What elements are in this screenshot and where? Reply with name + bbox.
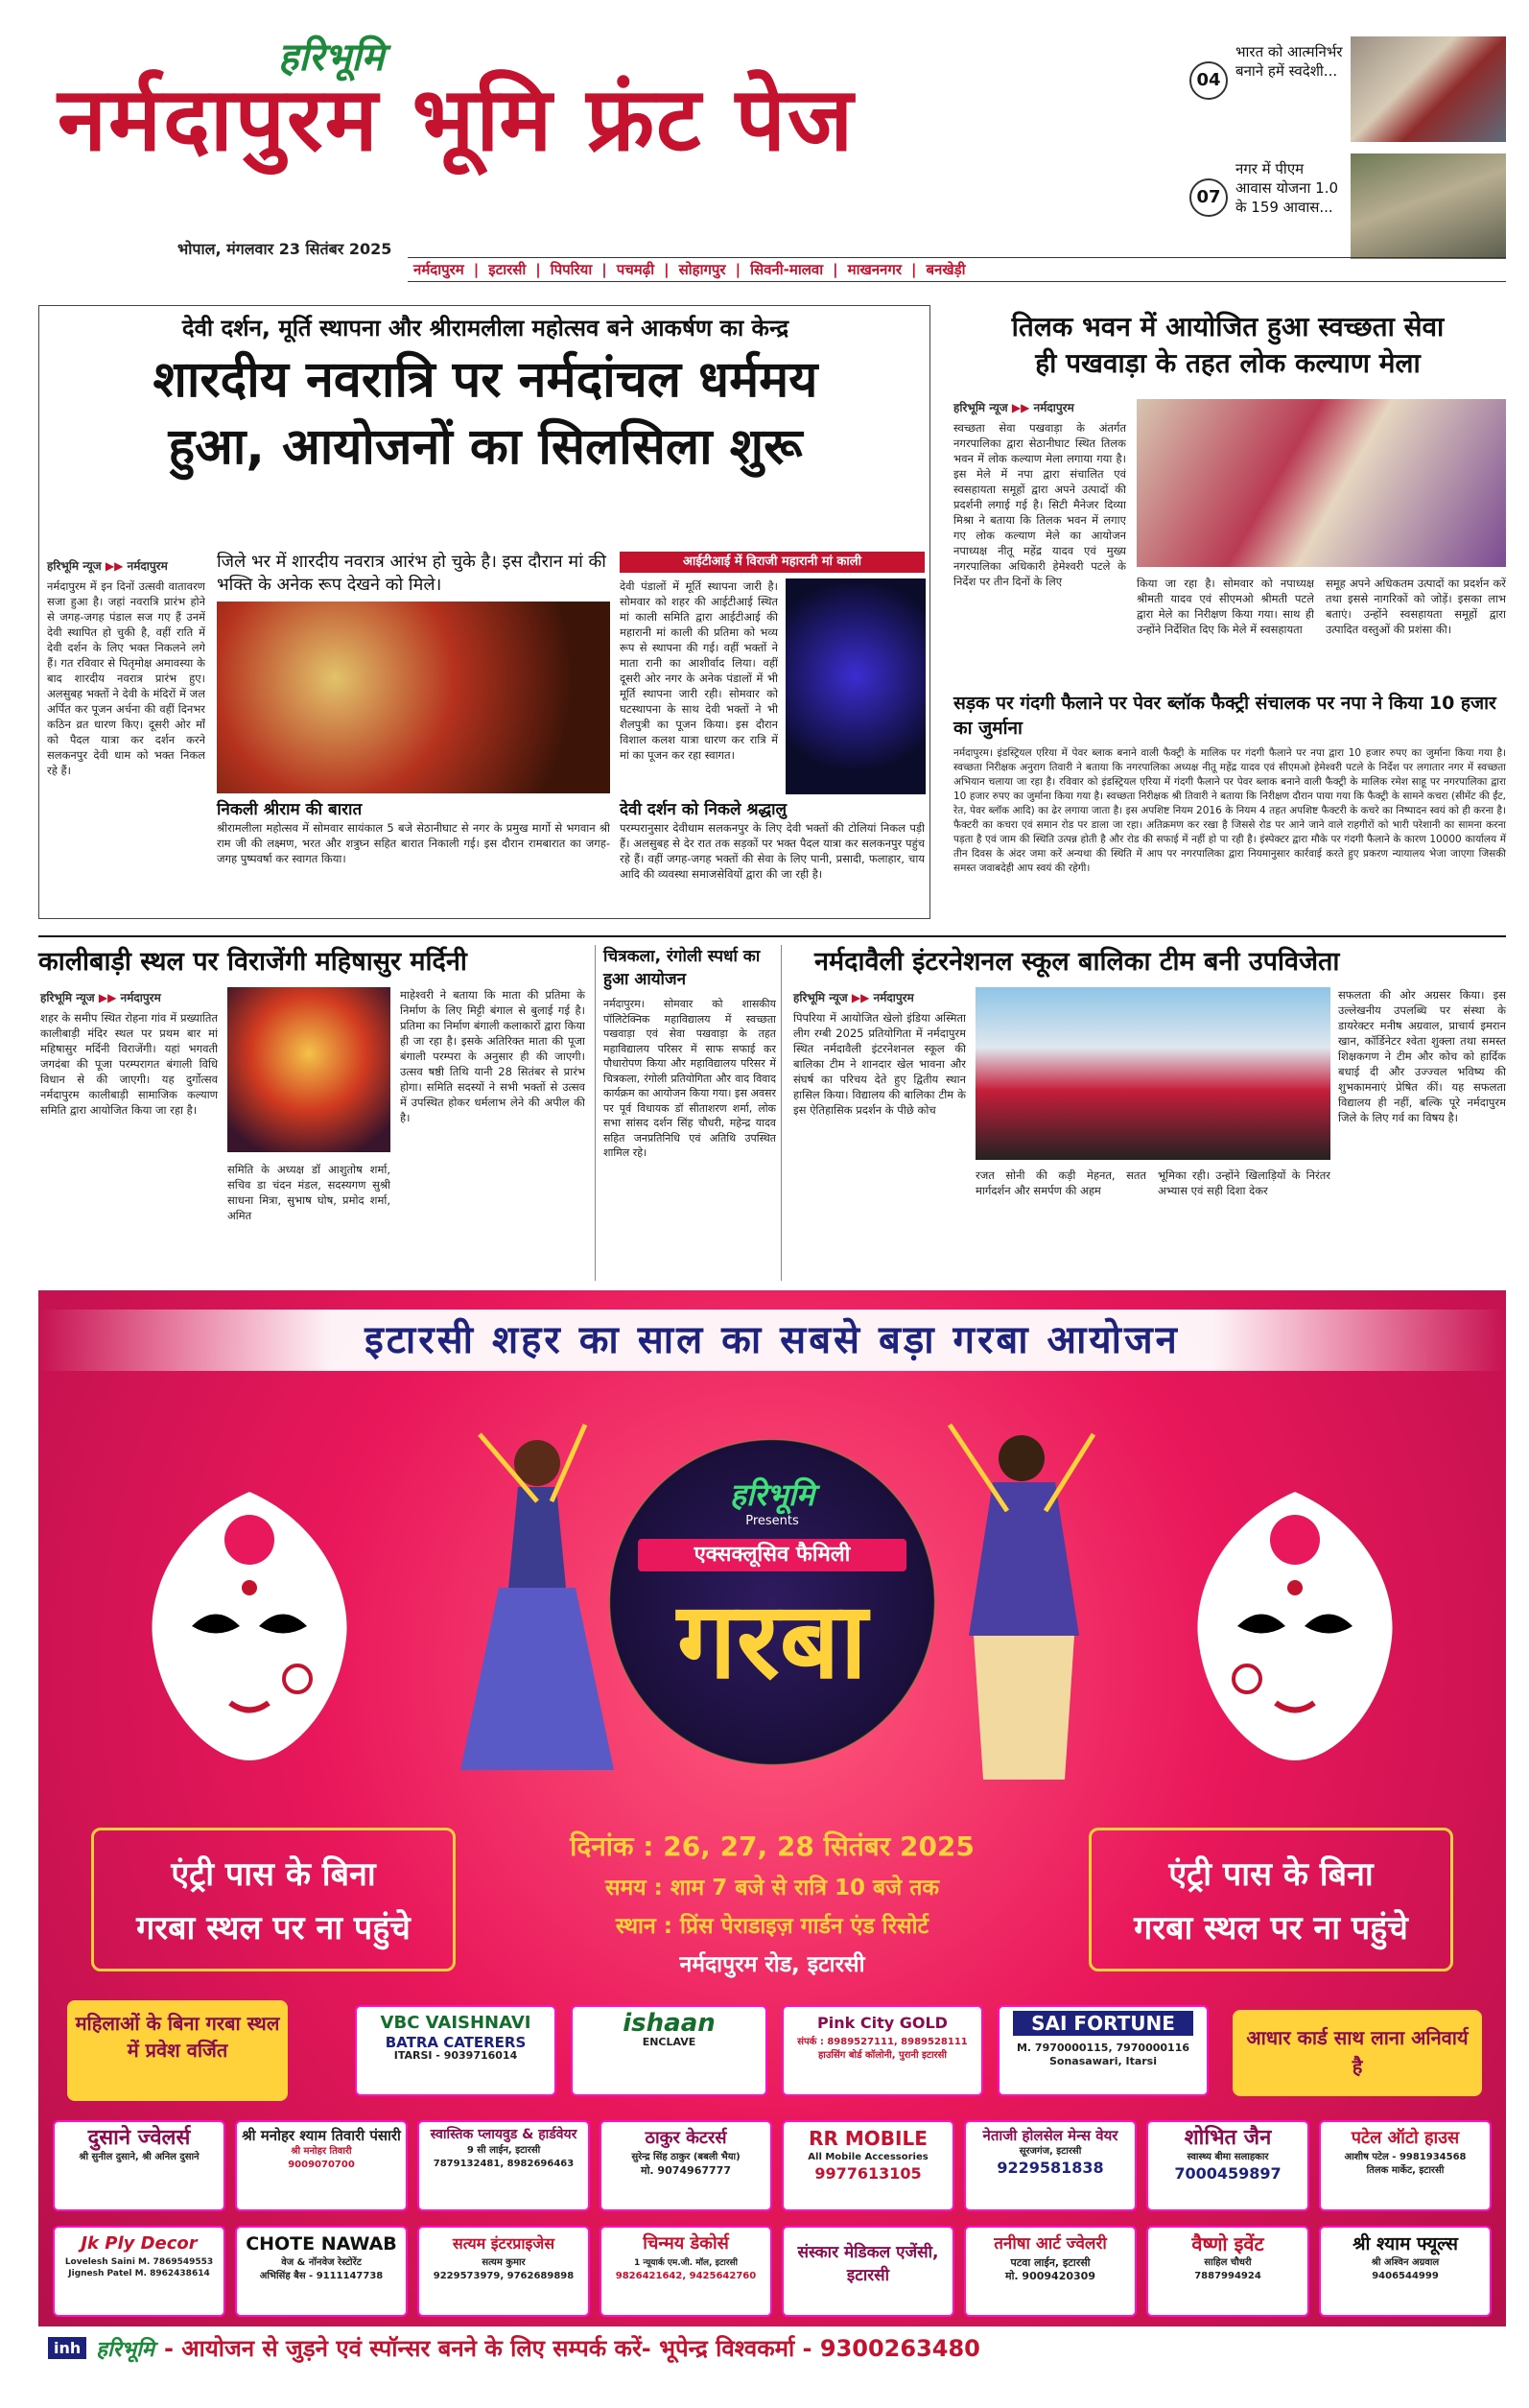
nav-item-1[interactable]: इटारसी xyxy=(488,261,527,278)
lead-headline-line-2: हुआ, आयोजनों का सिलसिला शुरू xyxy=(168,418,803,476)
factory-text: नर्मदापुरम। इंडस्ट्रियल एरिया में पेवर ब्लाक बनाने वाली फैक्ट्री के मालिक पर गंदगी फैलाने पर नपा द्वारा 10 हजार रुपए का जुर्माना किया गया है। स्वच्छता निरीक्षक अनुराग तिवारी ने बताया कि नगरपालिका अध्यक्ष नीतू महेंद्र यादव एवं सीएमओ हेमेश्वरी पटले के निर्देश पर लगातार नगर में स्वच्छता अभियान चलाया जा रहा है। रविवार को इंडस्ट्रियल एरिया में गंदगी फैलाने पर पेवर ब्लाक बनाने वाली फैक्ट्री के मालिक रमेश साहू पर नगरपालिका द्वारा 10 हजार रुपए का जुर्माना किया गया है। स्वच्छता निरीक्षक श्री तिवारी ने बताया कि निरीक्षण दौरान पाया गया कि फैक्ट्री के सामने कचरा (सीमेंट की ईंट, रेत, पेवर ब्लॉक आदि) का ढेर लगाया जाता है। इस अपशिष्ट नियम 2016 के नियम 4 तहत अपशिष्ट फैक्टरी के कचरे का निष्पादन स्वयं को ही करना है। फैक्टरी का कचरा एवं समान रोड पर डाला जा रहा। अतिक्रमण कर रखा है जिससे रोड पर आने जाने वाले राहगीरों को भारी परेशानी का सामना करना पड़ता है एवं जाम की स्थिति उत्पन्न होती है और रोड की सफाई में नहीं हो पा रही है। इंस्पेक्टर द्वारा मौके पर गंदगी फैलाने के कारण 10000 कार्यालय में तीन दिवस के अंदर जमा करें अन्यथा की स्थिति में आप पर नगरपालिका द्वारा नियमानुसार कार्रवाई करते हुए प्रकरण न्यायालय भेजा जाएगा जिसकी समस्त जवाबदेही आप स्वयं की रहेगी। xyxy=(953,747,1506,874)
narmada-valley-story xyxy=(791,945,1506,1281)
women-note: महिलाओं के बिना गरबा स्थल में प्रवेश वर्जित xyxy=(67,2000,288,2101)
brand-logo: हरिभूमि xyxy=(278,35,385,80)
aadhar-note: आधार कार्ड साथ लाना अनिवार्य है xyxy=(1233,2010,1482,2096)
sponsor-r2-1[interactable] xyxy=(235,2120,408,2211)
sponsor-r2-7[interactable] xyxy=(1319,2120,1492,2211)
sponsor-phone: 7887994924 xyxy=(1194,2271,1261,2281)
sponsor-sub: सूरजगंज, इटारसी xyxy=(1019,2146,1082,2157)
sponsor-sub: 1 न्यूयार्क एम.जी. मॉल, इटारसी xyxy=(634,2258,738,2268)
lead-headline-line-1: शारदीय नवरात्रि पर नर्मदांचल धर्ममय xyxy=(153,351,818,409)
garba-medallion xyxy=(609,1439,935,1765)
kalibadi-col2: माहेश्वरी ने बताया कि माता की प्रतिमा के निर्माण के लिए मिट्टी बंगाल से बुलाई गई है। प्रतिमा का निर्माण बंगाली कलाकारों द्वारा किया ही जा रहा है। इसके अतिरिक्त माता की पूजा बंगाली परम्परा के अनुसार ही की जाएगी। उत्सव षष्ठी तिथि यानी 28 सितंबर से प्रारंभ होगा। समिति सदस्यों ने सभी भक्तों से उत्सव में उपस्थित होकर धर्मलाभ लेने की अपील की है। xyxy=(400,988,585,1124)
event-dates: दिनांक : 26, 27, 28 सितंबर 2025 xyxy=(570,1830,975,1862)
sponsor-title: RR MOBILE xyxy=(809,2127,928,2150)
sub1-text: श्रीरामलीला महोत्सव में सोमवार सायंकाल 5 बजे सेठानीघाट से नगर के प्रमुख मार्गो से भगवान श्री राम जी की लक्ष्मण, भरत और शत्रुघ्न सहित बारात निकाली गई। इस दौरान रामबारात का जगह-जगह पुष्पवर्षा कर स्वागत किया। xyxy=(217,821,610,865)
presenter-logo: हरिभूमि xyxy=(729,1476,815,1513)
kalibadi-col1: शहर के समीप स्थित रोहना गांव में प्रख्यातित कालीबाड़ी मंदिर स्थल पर प्रथम बार मां महिषासुर मर्दिनी विराजेंगी। यहां भगवती जगदंबा की पूजा परम्परागत बंगाली विधि विधान से की जाएगी। यह दुर्गोत्सव नर्मदापुरम कालीबाड़ी सामाजिक कल्याण समिति द्वारा आयोजित किया जा रहा है। xyxy=(40,1011,218,1117)
factory-headline: सड़क पर गंदगी फैलाने पर पेवर ब्लॉक फैक्ट्री संचालक पर नपा ने किया 10 हजार का जुर्माना xyxy=(953,693,1496,739)
nav-item-7[interactable]: बनखेड़ी xyxy=(926,261,966,278)
sponsor-r3-1[interactable] xyxy=(235,2226,408,2317)
sponsor-title: VBC VAISHNAVI xyxy=(380,2013,531,2033)
nav-item-4[interactable]: सोहागपुर xyxy=(678,261,726,278)
chitrakala-headline: चित्रकला, रंगोली स्पर्धा का हुआ आयोजन xyxy=(603,947,761,989)
sub2-text: परम्परानुसार देवीधाम सलकनपुर के लिए देवी भक्तों की टोलियां निकल पड़ी हैं। अलसुबह से देर रात तक सड़कों पर भक्त पैदल यात्रा कर सलकनपुर पहुंच रहे हैं। वहीं जगह-जगह भक्तों की सेवा के लिए पानी, प्रसादी, फलाहार, चाय आदि की व्यवस्था समाजसेवियों द्वारा की जा रही है। xyxy=(620,821,925,881)
narmada-valley-col3: भूमिका रही। उन्होंने खिलाड़ियों के निरंतर अभ्यास एवं सही दिशा देकर xyxy=(1158,1169,1330,1197)
sponsor-extra: ITARSI - 9039716014 xyxy=(393,2049,518,2062)
byline-brand: हरिभूमि न्यूज xyxy=(793,991,848,1004)
event-venue: स्थान : प्रिंस पेराडाइज़ गार्डन एंड रिसोर्ट xyxy=(615,1914,929,1939)
kali-text: देवी पंडालों में मूर्ति स्थापना जारी है। सोमवार को शहर की आईटीआई स्थित मां काली समिति द्वारा आईटीआई की महारानी मां काली की प्रतिमा को भव्य रूप से स्थापना की गई। वहीं भक्तों ने माता रानी का आशीर्वाद लिया। वहीं दूसरी ओर नगर के अनेक पंडालों में भी मूर्ति स्थापना जारी रही। सोमवार को घटस्थापना के साथ देवी भक्तों ने भी शैलपुत्री का पूजन किया। इस दौरान विशाल कलश यात्रा धारण कर रात्रि में मां का पूजन कर रहा स्वागत। xyxy=(620,579,778,762)
sponsor-sub: श्री मनोहर तिवारी xyxy=(291,2146,352,2157)
sponsor-title: Jk Ply Decor xyxy=(81,2233,198,2254)
sponsor-phone: मो. 9009420309 xyxy=(1005,2270,1095,2282)
nav-item-0[interactable]: नर्मदापुरम xyxy=(413,261,464,278)
masthead xyxy=(0,0,1529,288)
tilak-headline-line-2: ही पखवाड़ा के तहत लोक कल्याण मेला xyxy=(1035,347,1421,379)
byline-brand: हरिभूमि न्यूज xyxy=(47,559,102,573)
garba-ad xyxy=(38,1290,1506,2370)
sponsor-phone: 9406544999 xyxy=(1372,2271,1439,2281)
sponsor-ishaan[interactable] xyxy=(571,2005,767,2096)
sponsor-sub: श्री अश्विन अग्रवाल xyxy=(1371,2257,1440,2268)
event-venue-2: नर्मदापुरम रोड, इटारसी xyxy=(679,1952,865,1977)
kalibadi-headline: कालीबाड़ी स्थल पर विराजेंगी महिषासुर मर्दिनी xyxy=(38,947,467,977)
section-nav: नर्मदापुरम | इटारसी | पिपरिया | पचमढ़ी | सोहागपुर | सिवनी-मालवा | माखननगर | बनखेड़ी xyxy=(408,257,1506,282)
female-dancer-icon xyxy=(441,1405,633,1808)
lead-byline: हरिभूमि न्यूज ▶▶ नर्मदापुरम xyxy=(47,559,168,573)
sponsor-r3-7[interactable] xyxy=(1319,2226,1492,2317)
narmada-valley-headline: नर्मदावैली इंटरनेशनल स्कूल बालिका टीम बनी उपविजेता xyxy=(814,947,1340,977)
sponsor-phone: 9826421642, 9425642760 xyxy=(615,2271,757,2281)
ad-banner xyxy=(38,1310,1506,1371)
kalibadi-col-bottom: समिति के अध्यक्ष डॉ आशुतोष शर्मा, सचिव डा चंदन मंडल, सदस्यगण सुश्री साधना मित्रा, सुभाष घोष, प्रमोद शर्मा, अमित xyxy=(227,1163,390,1222)
byline-place: नर्मदापुरम xyxy=(120,991,161,1004)
tilak-col3: समूह अपने अधिकतम उत्पादों का प्रदर्शन करें तथा इससे नागरिकों को जोड़ें। इसका लाभ बताएं। उन्होंने स्वसहायता समूहों द्वारा उत्पादित वस्तुओं की प्रशंसा की। xyxy=(1326,577,1506,636)
dateline: भोपाल, मंगलवार 23 सितंबर 2025 xyxy=(177,240,392,258)
sponsor-title: नेताजी होलसेल मेन्स वेयर xyxy=(982,2127,1118,2144)
sponsor-sub: स्वास्थ्य बीमा सलाहकार xyxy=(1187,2152,1269,2162)
inh-logo: inh xyxy=(48,2337,86,2359)
footer-brand: हरिभूमि xyxy=(96,2337,154,2362)
entry-pass-left xyxy=(91,1828,456,1971)
chitrakala-story xyxy=(595,945,782,1281)
teaser-number-2: 07 xyxy=(1189,178,1228,217)
sponsor-title: चिन्मय डेकोर्स xyxy=(643,2233,729,2254)
sponsor-title: Pink City GOLD xyxy=(817,2014,948,2032)
sponsor-sub: वेज & नॉनवेज रेस्टोरेंट xyxy=(281,2257,362,2268)
sponsor-title: वैष्णो इवेंट xyxy=(1191,2232,1264,2255)
sponsor-phone: मो. 9074967777 xyxy=(641,2164,731,2177)
sponsor-r3-3[interactable] xyxy=(600,2226,772,2317)
sponsor-sub: सत्यम कुमार xyxy=(482,2257,526,2268)
sub2-head: देवी दर्शन को निकले श्रद्धालु xyxy=(620,800,788,819)
sponsor-r2-6[interactable] xyxy=(1146,2120,1309,2211)
sponsor-sub: BATRA CATERERS xyxy=(385,2034,527,2051)
sponsor-r2-5[interactable] xyxy=(964,2120,1137,2211)
nav-item-2[interactable]: पिपरिया xyxy=(550,261,593,278)
durga-face-left-icon xyxy=(125,1482,374,1770)
teaser-photo-2 xyxy=(1351,153,1506,259)
sponsor-sub: पटवा लाईन, इटारसी xyxy=(1010,2256,1091,2269)
sub1-head: निकली श्रीराम की बारात xyxy=(217,800,363,819)
sponsor-title: श्री श्याम फ्यूल्स xyxy=(1353,2233,1458,2255)
sponsor-title: संस्कार मेडिकल एजेंसी, इटारसी xyxy=(797,2243,939,2285)
kali-photo xyxy=(786,578,926,794)
kali-label: आईटीआई में विराजी महारानी मां काली xyxy=(620,552,925,573)
sponsor-sub: M. 7970000115, 7970000116 xyxy=(1016,2042,1190,2054)
sponsor-sub: साहिल चौधरी xyxy=(1204,2257,1252,2268)
sponsor-sub: सुरेन्द्र सिंह ठाकुर (बबली भैया) xyxy=(631,2152,741,2162)
byline-brand: हरिभूमि न्यूज xyxy=(40,991,95,1004)
sponsor-title: CHOTE NAWAB xyxy=(246,2233,397,2255)
sponsor-sub: आशीष पटेल - 9981934568 xyxy=(1344,2152,1467,2162)
durga-photo xyxy=(227,987,390,1152)
chitrakala-text: नर्मदापुरम। सोमवार को शासकीय पॉलिटेक्निक महाविद्यालय में स्वच्छता पखवाड़ा एवं सेवा पखवाड़ा के तहत महाविद्यालय परिसर में साफ सफाई कर पौधारोपण किया और महाविद्यालय परिसर में चित्रकला, रंगोली प्रतियोगिता और वाद विवाद कार्यक्रम का आयोजन किया गया। इस अवसर पर पूर्व विधायक डॉ सीताशरण शर्मा, लोक सभा सांसद दर्शन सिंह चौधरी, महेन्द्र यादव सहित जनप्रतिनिधि एवं अतिथि उपस्थित शामिल रहे। xyxy=(603,998,776,1159)
sponsor-r3-6[interactable] xyxy=(1146,2226,1309,2317)
sponsor-title: दुसाने ज्वेलर्स xyxy=(87,2126,191,2150)
sponsor-sub: श्री सुनील दुसाने, श्री अनिल दुसाने xyxy=(79,2152,200,2162)
presents-text: Presents xyxy=(745,1514,799,1528)
sponsor-title: तनीषा आर्ट ज्वेलरी xyxy=(994,2234,1107,2254)
lead-photo-caption: जिले भर में शारदीय नवरात्र आरंभ हो चुके है। इस दौरान मां की भक्ति के अनेक रूप देखने को मिले। xyxy=(217,552,606,595)
teaser-number-1: 04 xyxy=(1189,61,1228,100)
ad-banner-text: इटारसी शहर का साल का सबसे बड़ा गरबा आयोजन xyxy=(365,1318,1180,1362)
tilak-byline: हरिभूमि न्यूज ▶▶ नर्मदापुरम xyxy=(953,401,1074,414)
sponsor-title: पटेल ऑटो हाउस xyxy=(1351,2128,1460,2148)
sponsor-r2-0[interactable] xyxy=(53,2120,225,2211)
sponsor-extra: Sonasawari, Itarsi xyxy=(1048,2055,1157,2067)
sponsor-title: ठाकुर केटरर्स xyxy=(645,2128,727,2148)
event-time: समय : शाम 7 बजे से रात्रि 10 बजे तक xyxy=(604,1876,939,1900)
byline-place: नर्मदापुरम xyxy=(873,991,914,1004)
ramlila-photo xyxy=(217,602,610,793)
teaser-photo-1 xyxy=(1351,36,1506,142)
sponsor-r2-3[interactable] xyxy=(600,2120,772,2211)
entry-line-1: एंट्री पास के बिना xyxy=(171,1855,376,1894)
teaser-2[interactable] xyxy=(1189,153,1506,259)
byline-brand: हरिभूमि न्यूज xyxy=(953,401,1008,414)
teaser-1[interactable] xyxy=(1189,36,1506,142)
entry-line-2: गरबा स्थल पर ना पहुंचे xyxy=(136,1909,411,1948)
sponsor-pink-city[interactable] xyxy=(782,2005,983,2096)
footer-contact-text: - आयोजन से जुड़ने एवं स्पॉन्सर बनने के लिए सम्पर्क करें- भूपेन्द्र विश्वकर्मा - 9300263480 xyxy=(163,2335,980,2362)
sponsor-title: सत्यम इंटरप्राइजेस xyxy=(452,2234,555,2253)
byline-place: नर्मदापुरम xyxy=(127,559,168,573)
tilak-col1: स्वच्छता सेवा पखवाड़ा के अंतर्गत नगरपालिका द्वारा सेठानीघाट स्थित तिलक भवन में लोक कल्याण मेला लगाया गया है। इस मेले में नपा द्वारा संचालित एवं स्वसहायता समूहों द्वारा अपने उत्पादों की प्रदर्शनी लगाई गई है। सिटी मैनेजर दिव्या मिश्रा ने बताया कि तिलक भवन में लगाए गए लोक कल्याण मेले का आयोजन नपाध्यक्ष नीतू महेंद्र यादव एवं मुख्य नगरपालिका अधिकारी हेमेश्वरी पटले के निर्देश पर तीन दिनों के लिए xyxy=(953,421,1126,588)
divider-1 xyxy=(38,935,1506,937)
sponsor-phone: 9229573979, 9762689898 xyxy=(433,2271,575,2281)
team-photo xyxy=(976,987,1330,1160)
narmada-valley-col1: पिपरिया में आयोजित खेलो इंडिया अस्मिता लीग रग्बी 2025 प्रतियोगिता में नर्मदापुरम स्थित नर्मदावैली इंटरनेशनल स्कूल की बालिका टीम ने शानदार खेल भावना और संघर्ष का परिचय देते हुए द्वितीय स्थान हासिल किया। विद्यालय की बालिका टीम के इस ऐतिहासिक प्रदर्शन के पीछे कोच xyxy=(793,1011,966,1117)
narmada-valley-col4: सफलता की ओर अग्रसर किया। इस उल्लेखनीय उपलब्धि पर संस्था के डायरेक्टर मनीष अग्रवाल, प्राचार्य इमरान खान, कॉर्डिनेटर श्वेता शुक्ला तथा समस्त शिक्षकगण ने टीम और कोच को हार्दिक बधाई दी और उज्ज्वल भविष्य की शुभकामनाएं प्रेषित कीं। यह सफलता विद्यालय ही नहीं, बल्कि पूरे नर्मदापुरम जिले के लिए गर्व का विषय है। xyxy=(1338,988,1506,1124)
nav-item-6[interactable]: माखननगर xyxy=(847,261,902,278)
entry-pass-right xyxy=(1089,1828,1453,1971)
sponsor-sai-fortune[interactable] xyxy=(998,2005,1209,2096)
lead-kicker: देवी दर्शन, मूर्ति स्थापना और श्रीरामलीला महोत्सव बने आकर्षण का केन्द्र xyxy=(181,315,789,342)
garba-title: गरबा xyxy=(676,1579,868,1702)
sponsor-r2-4[interactable] xyxy=(782,2120,954,2211)
sponsor-r3-2[interactable] xyxy=(417,2226,590,2317)
page-title: नर्मदापुरम भूमि फ्रंट पेज xyxy=(58,68,856,171)
sponsor-phone: 9009070700 xyxy=(288,2160,355,2170)
entry-line-2: गरबा स्थल पर ना पहुंचे xyxy=(1134,1909,1408,1948)
male-dancer-icon xyxy=(921,1405,1122,1808)
sponsor-title: ishaan xyxy=(623,2009,716,2038)
sponsor-title: शोभित जैन xyxy=(1184,2126,1272,2150)
sponsor-sub: All Mobile Accessories xyxy=(808,2152,929,2162)
ribbon: एक्सक्लूसिव फैमिली xyxy=(638,1539,906,1571)
nav-item-3[interactable]: पचमढ़ी xyxy=(616,261,655,278)
factory-story xyxy=(950,691,1506,921)
sponsor-title: SAI FORTUNE xyxy=(1013,2011,1193,2036)
durga-face-right-icon xyxy=(1170,1482,1420,1770)
sponsor-sub: 9 सी लाईन, इटारसी xyxy=(466,2145,541,2156)
ad-footer xyxy=(38,2326,1506,2370)
sponsor-phone: तिलक मार्केट, इटारसी xyxy=(1366,2165,1445,2176)
byline-place: नर्मदापुरम xyxy=(1033,401,1074,414)
sponsor-sub: ENCLAVE xyxy=(642,2036,696,2048)
sponsor-r2-2[interactable] xyxy=(417,2120,590,2211)
sponsor-phone: अभिसिंह बैस - 9111147738 xyxy=(259,2271,384,2281)
sponsor-r3-0[interactable] xyxy=(53,2226,225,2317)
nav-item-5[interactable]: सिवनी-मालवा xyxy=(750,261,824,278)
sponsor-title: श्री मनोहर श्याम तिवारी पंसारी xyxy=(242,2127,401,2144)
narmada-valley-byline: हरिभूमि न्यूज ▶▶ नर्मदापुरम xyxy=(793,991,914,1004)
tilak-story xyxy=(950,305,1506,684)
sponsor-r3-4[interactable] xyxy=(782,2226,954,2317)
sponsor-phone: 9977613105 xyxy=(814,2164,922,2183)
lead-story xyxy=(38,305,930,919)
sponsor-phone: 7879132481, 8982696463 xyxy=(433,2159,575,2169)
teaser-text-1: भारत को आत्मनिर्भर बनाने हमें स्वदेशी... xyxy=(1235,43,1343,80)
tilak-photo xyxy=(1137,399,1506,567)
sponsor-extra: हाउसिंग बोर्ड कॉलोनी, पुरानी इटारसी xyxy=(818,2050,947,2061)
tilak-headline-line-1: तिलक भवन में आयोजित हुआ स्वच्छता सेवा xyxy=(1011,311,1445,342)
sponsor-phone: 7000459897 xyxy=(1174,2164,1282,2183)
sponsor-sub: Lovelesh Saini M. 7869549553 Jignesh Patel M. 8962438614 xyxy=(64,2257,214,2278)
narmada-valley-col2: रजत सोनी की कड़ी मेहनत, सतत मार्गदर्शन और समर्पण की अहम xyxy=(976,1169,1146,1197)
teaser-text-2: नगर में पीएम आवास योजना 1.0 के 159 आवास... xyxy=(1235,160,1339,216)
sponsor-phone: 9229581838 xyxy=(997,2159,1104,2177)
sponsor-r3-5[interactable] xyxy=(964,2226,1137,2317)
kalibadi-byline: हरिभूमि न्यूज ▶▶ नर्मदापुरम xyxy=(40,991,161,1004)
lead-col1: नर्मदापुरम में इन दिनों उत्सवी वातावरण सजा हुआ है। जहां नवरात्रि प्रारंभ होने से जगह-जगह पंडाल सज गए हैं उनमें देवी स्थापित हो चुकी है, वहीं राति में देवी दर्शन के लिए भक्त निकलने लगे हैं। गत रविवार से पितृमोक्ष अमावस्या के बाद शारदीय नवरात्र प्रारंभ हुए। अलसुबह भक्तों ने देवी के मंदिरों में जल अर्पित कर पूजन अर्चना की वहीं दिनभर कठिन व्रत धारण किए। दूसरी ओर माँ को पैदल यात्रा कर दर्शन करने सलकनपुर देवी धाम को भक्त निकल रहे हैं। xyxy=(47,579,205,777)
sponsor-sub: संपर्क : 8989527111, 8989528111 xyxy=(797,2037,968,2047)
tilak-col2: किया जा रहा है। सोमवार को नपाध्यक्ष श्रीमती यादव एवं सीएमओ श्रीमती पटले द्वारा मेले का निरीक्षण किया गया। साथ ही उन्होंने निर्देशित दिए कि मेले में स्वसहायता xyxy=(1137,577,1314,636)
sponsor-title: स्वास्तिक प्लायवुड & हार्डवेयर xyxy=(430,2127,577,2142)
kalibadi-story xyxy=(38,945,585,1281)
sponsor-vbc[interactable] xyxy=(355,2005,556,2096)
entry-line-1: एंट्री पास के बिना xyxy=(1168,1855,1374,1894)
